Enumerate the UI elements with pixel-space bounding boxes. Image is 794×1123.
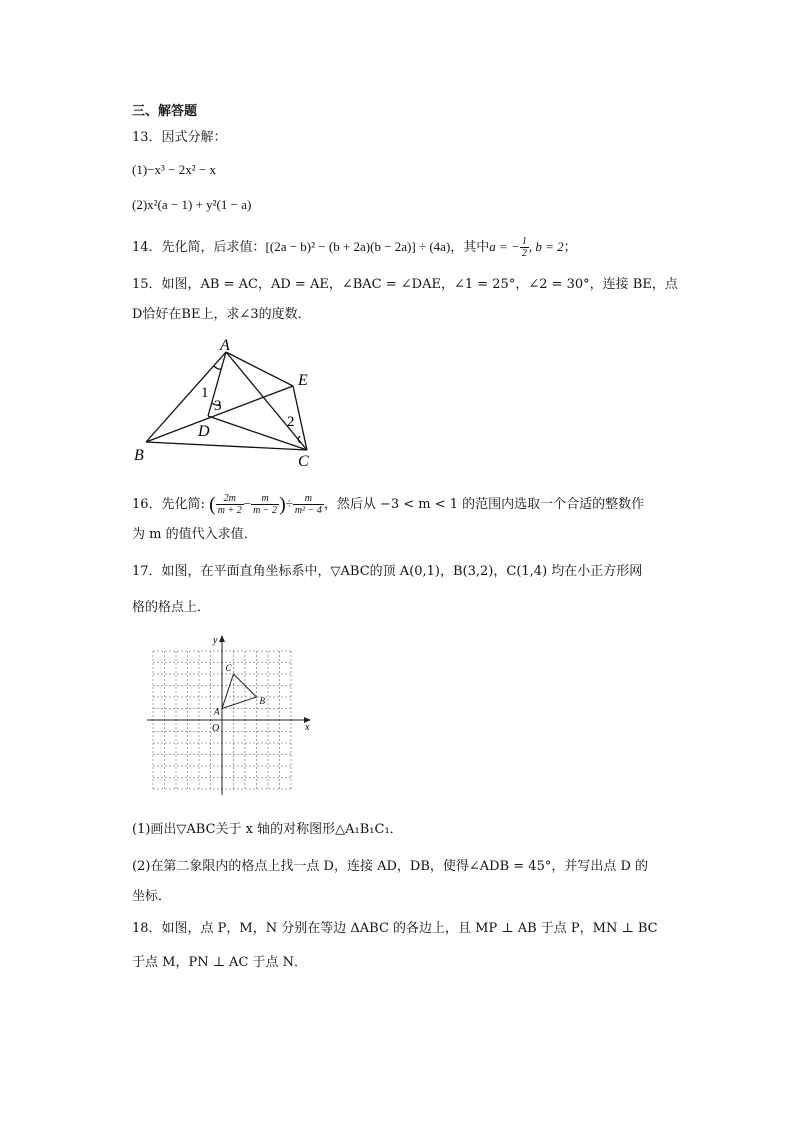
fig-label-3: 3	[214, 398, 222, 414]
q14-lead: 14．先化简，后求值：	[132, 240, 266, 255]
q16-f3-num: m	[293, 493, 324, 505]
q16-paren-close: )	[279, 493, 286, 516]
q16-question	[132, 489, 644, 520]
q17-part2-line1: (2)在第二象限内的格点上找一点 D，连接 AD，DB，使得∠ADB = 45°，并写出点 D 的	[132, 859, 649, 874]
q14-cond-a: a = −	[489, 239, 520, 254]
fig-label-d: D	[198, 423, 210, 440]
q17-line1: 17．如图，在平面直角坐标系中，▽ABC的顶 A(0,1)，B(3,2)，C(1,4) 均在小正方形网	[132, 564, 643, 579]
origin-label: O	[212, 723, 220, 734]
q16-f1-num: 2m	[216, 493, 244, 505]
q14-question	[132, 236, 577, 259]
q16-f2-num: m	[251, 493, 279, 505]
fig-label-e: E	[298, 372, 308, 389]
q16-f2-den: m − 2	[253, 505, 278, 516]
fig-seg-ec	[293, 386, 307, 450]
fig-label-c: C	[298, 453, 309, 470]
q16-paren-open: (	[209, 493, 216, 516]
q15-line2: D恰好在BE上，求∠3的度数．	[132, 307, 311, 322]
q16-f3-den: m² − 4	[294, 505, 322, 516]
fig-seg-ae	[226, 352, 293, 386]
q17-grid-figure	[132, 630, 318, 798]
y-axis-label: y	[213, 635, 218, 646]
q15-line1: 15．如图，AB = AC，AD = AE，∠BAC = ∠DAE，∠1 = 25°，∠2 = 30°，连接 BE，点	[132, 277, 678, 292]
q17-line2: 格的格点上．	[132, 600, 211, 615]
q16-lead: 16．先化简:	[132, 497, 205, 512]
fig-label-b: B	[134, 447, 144, 464]
q14-frac-num: 1	[521, 236, 527, 247]
q16-minus: −	[243, 496, 252, 511]
x-axis-label: x	[305, 722, 310, 733]
fig-seg-be	[146, 386, 293, 442]
vertex-label-b: B	[259, 696, 265, 706]
fig-label-a: A	[220, 337, 230, 354]
q18-line1: 18．如图，点 P，M，N 分别在等边 ΔABC 的各边上，且 MP ⊥ AB 于点 P，MN ⊥ BC	[132, 921, 658, 936]
q17-part1: (1)画出▽ABC关于 x 轴的对称图形△A₁B₁C₁．	[132, 822, 403, 837]
q14-fraction	[520, 236, 529, 259]
q13-part2: (2)x²(a − 1) + y²(1 − a)	[132, 197, 252, 212]
fig-arc-angle1	[214, 366, 221, 369]
vertex-label-a: A	[214, 706, 220, 717]
q14-mid: ，其中	[450, 240, 490, 255]
q16-frac2	[251, 493, 279, 516]
q16-f1-den: m + 2	[217, 505, 242, 516]
q13-part1: (1)−x³ − 2x² − x	[132, 162, 216, 177]
q17-part2-line2: 坐标．	[132, 889, 172, 904]
y-axis-arrow	[219, 635, 225, 642]
q16-div: ÷	[285, 496, 293, 511]
q13-stem: 13．因式分解：	[132, 130, 227, 145]
fig-label-2: 2	[287, 414, 295, 430]
fig-arc-angle2	[298, 436, 301, 443]
q14-tail: ；	[563, 240, 577, 255]
vertex-label-c: C	[225, 663, 232, 673]
triangle-abc	[222, 674, 257, 709]
q14-frac-den: 2	[521, 248, 527, 259]
q14-expression: [(2a − b)² − (b + 2a)(b − 2a)] ÷ (4a)	[265, 239, 451, 254]
fig-seg-ac	[226, 352, 307, 450]
q14-cond-b: , b = 2	[528, 239, 564, 254]
q16-tail: ，然后从 −3 < m < 1 的范围内选取一个合适的整数作	[323, 497, 645, 512]
q16-frac3	[293, 493, 324, 516]
q16-line2: 为 m 的值代入求值．	[132, 527, 257, 542]
q16-frac1	[216, 493, 244, 516]
q18-line2: 于点 M，PN ⊥ AC 于点 N．	[132, 955, 308, 970]
fig-seg-bc	[146, 442, 307, 450]
q15-figure	[130, 336, 330, 472]
fig-label-1: 1	[201, 385, 209, 401]
section-title: 三、解答题	[132, 104, 198, 119]
